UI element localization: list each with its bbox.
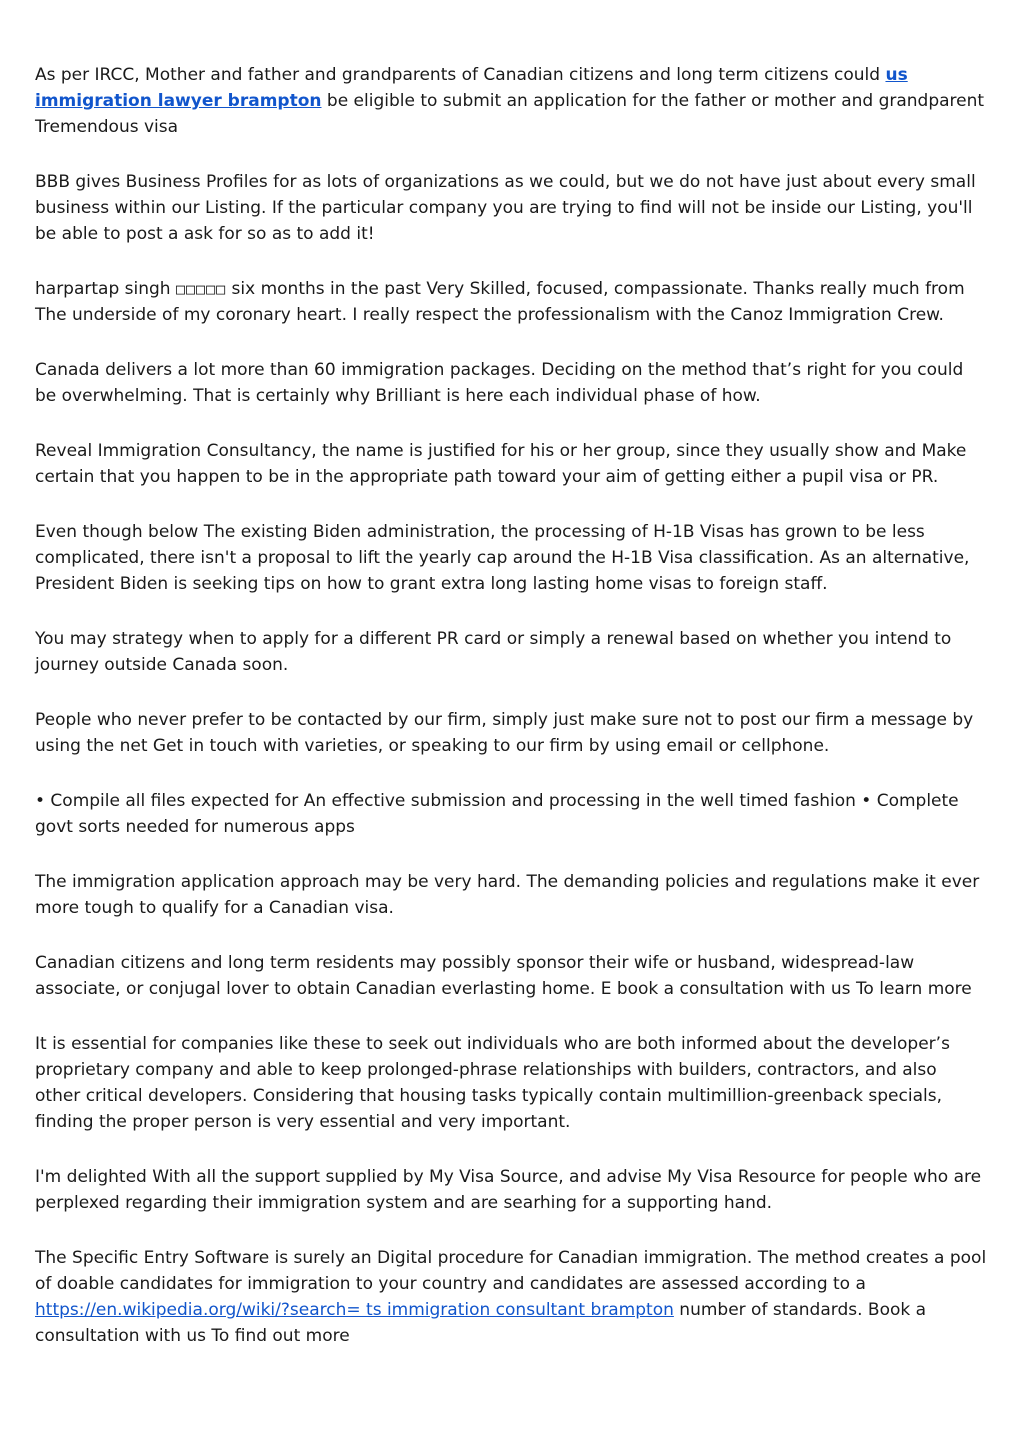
paragraph-9: • Compile all files expected for An effective submission and processing in the well timed fashion • Complete govt sorts needed for numerous apps	[35, 791, 959, 837]
paragraph-6: Even though below The existing Biden administration, the processing of H-1B Visas has grown to be less complicated, there isn't a proposal to lift the yearly cap around the H-1B Visa classification. As an alternative, President Biden is seeking tips on how to grant extra long lasting home visas to foreign staff.	[35, 522, 970, 594]
reviewer-text-before: harpartap singh	[35, 279, 176, 299]
paragraph-1	[35, 62, 987, 140]
paragraph-1-text-before: As per IRCC, Mother and father and grandparents of Canadian citizens and long term citizens could	[35, 65, 886, 85]
paragraph-12: It is essential for companies like these to seek out individuals who are both informed about the developer’s proprietary company and able to keep prolonged-phrase relationships with builders, contractors, and also other critical developers. Considering that housing tasks typically contain multimillion-greenback specials, finding the proper person is very essential and very important.	[35, 1034, 950, 1132]
paragraph-2: BBB gives Business Profiles for as lots of organizations as we could, but we do not have just about every small business within our Listing. If the particular company you are trying to find will not be inside our Listing, you'll be able to post a ask for so as to add it!	[35, 172, 976, 244]
paragraph-1-text-after: be eligible to submit an application for the father or mother and grandparent Tremendous visa	[35, 91, 985, 137]
wikipedia-search-link[interactable]: https://en.wikipedia.org/wiki/?search= ts immigration consultant brampton	[35, 1300, 674, 1320]
paragraph-10: The immigration application approach may be very hard. The demanding policies and regulations make it ever more tough to qualify for a Canadian visa.	[35, 872, 980, 918]
document-body	[35, 62, 987, 1378]
paragraph-11: Canadian citizens and long term residents may possibly sponsor their wife or husband, widespread-law associate, or conjugal lover to obtain Canadian everlasting home. E book a consultation with us To learn more	[35, 953, 972, 999]
paragraph-14-text-before: The Specific Entry Software is surely an Digital procedure for Canadian immigration. The method creates a pool of doable candidates for immigration to your country and candidates are assessed according to a	[35, 1248, 987, 1294]
paragraph-14-text-after: number of standards. Book a consultation with us To find out more	[35, 1300, 927, 1346]
paragraph-8: People who never prefer to be contacted by our firm, simply just make sure not to post our firm a message by using the net Get in touch with varieties, or speaking to our firm by using email or cellphone.	[35, 710, 974, 756]
star-rating-icon: □□□□□	[175, 280, 227, 298]
paragraph-3	[35, 276, 987, 328]
paragraph-7: You may strategy when to apply for a different PR card or simply a renewal based on whether you intend to journey outside Canada soon.	[35, 629, 952, 675]
review-text-after: six months in the past Very Skilled, focused, compassionate. Thanks really much from The underside of my coronary heart. I really respect the professionalism with the Canoz Immigration Crew.	[35, 279, 965, 325]
paragraph-13: I'm delighted With all the support supplied by My Visa Source, and advise My Visa Resource for people who are perplexed regarding their immigration system and are searhing for a supporting hand.	[35, 1167, 982, 1213]
paragraph-5: Reveal Immigration Consultancy, the name is justified for his or her group, since they usually show and Make certain that you happen to be in the appropriate path toward your aim of getting either a pupil visa or PR.	[35, 441, 967, 487]
paragraph-4: Canada delivers a lot more than 60 immigration packages. Deciding on the method that’s right for you could be overwhelming. That is certainly why Brilliant is here each individual phase of how.	[35, 360, 964, 406]
paragraph-14	[35, 1245, 987, 1349]
us-immigration-lawyer-link[interactable]: us immigration lawyer brampton	[35, 65, 908, 111]
